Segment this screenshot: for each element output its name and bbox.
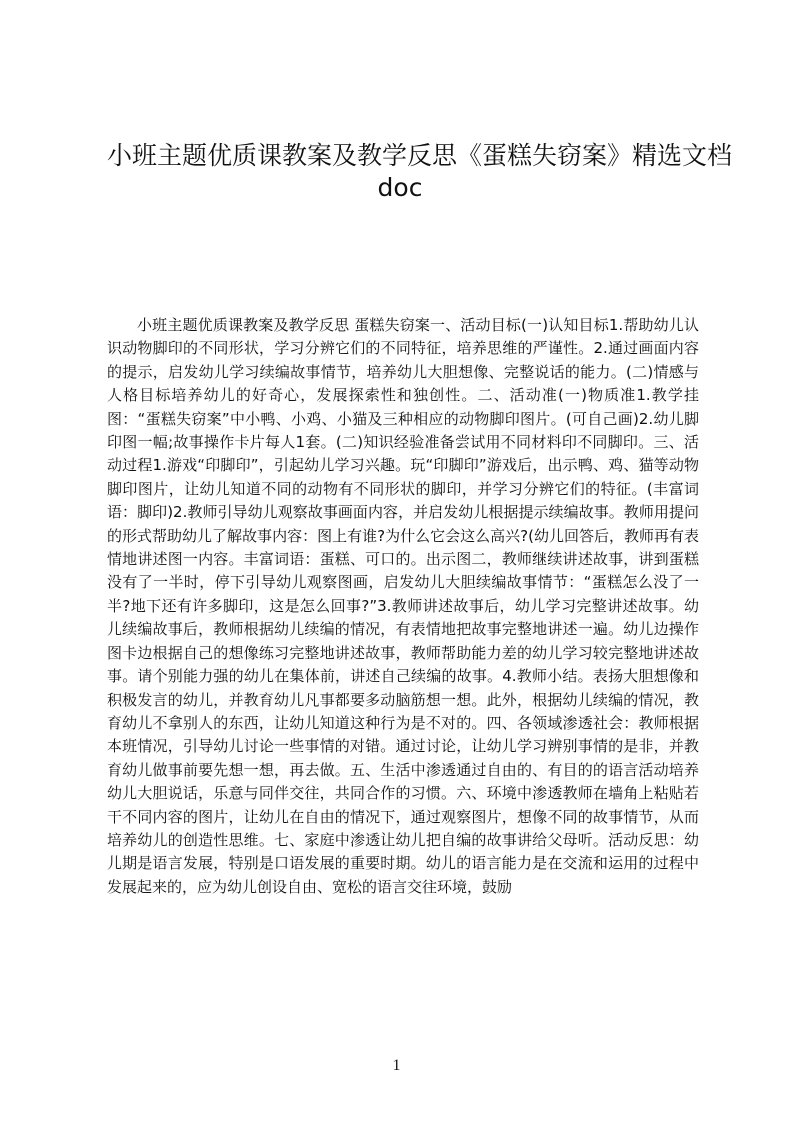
title-line-1: 小班主题优质课教案及教学反思《蛋糕失窃案》精选文档	[107, 141, 733, 170]
document-title	[100, 140, 733, 204]
title-line-2: doc	[377, 173, 423, 202]
body-paragraph: 小班主题优质课教案及教学反思 蛋糕失窃案一、活动目标(一)认知目标1.帮助幼儿认识动物脚印的不同形状，学习分辨它们的不同特征，培养思维的严谨性。2.通过画面内容的提示，启发幼儿学习续编故事情节，培养幼儿大胆想像、完整说话的能力。(二)情感与人格目标培养幼儿的好奇心，发展探索性和独创性。二、活动准(一)物质准1.教学挂图：“蛋糕失窃案”中小鸭、小鸡、小猫及三种相应的动物脚印图片。(可自己画)2.幼儿脚印图一幅;故事操作卡片每人1套。(二)知识经验准备尝试用不同材料印不同脚印。三、活动过程1.游戏“印脚印”，引起幼儿学习兴趣。玩“印脚印”游戏后，出示鸭、鸡、猫等动物脚印图片，让幼儿知道不同的动物有不同形状的脚印，并学习分辨它们的特征。(丰富词语：脚印)2.教师引导幼儿观察故事画面内容，并启发幼儿根据提示续编故事。教师用提问的形式帮助幼儿了解故事内容：图上有谁?为什么它会这么高兴?(幼儿回答后，教师再有表情地讲述图一内容。丰富词语：蛋糕、可口的。出示图二，教师继续讲述故事，讲到蛋糕没有了一半时，停下引导幼儿观察图画，启发幼儿大胆续编故事情节：“蛋糕怎么没了一半?地下还有许多脚印，这是怎么回事?”3.教师讲述故事后，幼儿学习完整讲述故事。幼儿续编故事后，教师根据幼儿续编的情况，有表情地把故事完整地讲述一遍。幼儿边操作图卡边根据自己的想像练习完整地讲述故事，教师帮助能力差的幼儿学习较完整地讲述故事。请个别能力强的幼儿在集体前，讲述自己续编的故事。4.教师小结。表扬大胆想像和积极发言的幼儿，并教育幼儿凡事都要多动脑筋想一想。此外，根据幼儿续编的情况，教育幼儿不拿别人的东西，让幼儿知道这种行为是不对的。四、各领域渗透社会：教师根据本班情况，引导幼儿讨论一些事情的对错。通过讨论，让幼儿学习辨别事情的是非，并教育幼儿做事前要先想一想，再去做。五、生活中渗透通过自由的、有目的的语言活动培养幼儿大胆说话，乐意与同伴交往，共同合作的习惯。六、环境中渗透教师在墙角上粘贴若干不同内容的图片，让幼儿在自由的情况下，通过观察图片，想像不同的故事情节，从而培养幼儿的创造性思维。七、家庭中渗透让幼儿把自编的故事讲给父母听。活动反思：幼儿期是语言发展，特别是口语发展的重要时期。幼儿的语言能力是在交流和运用的过程中发展起来的，应为幼儿创设自由、宽松的语言交往环境，鼓励	[107, 316, 699, 896]
page-number: 1	[392, 1057, 401, 1074]
